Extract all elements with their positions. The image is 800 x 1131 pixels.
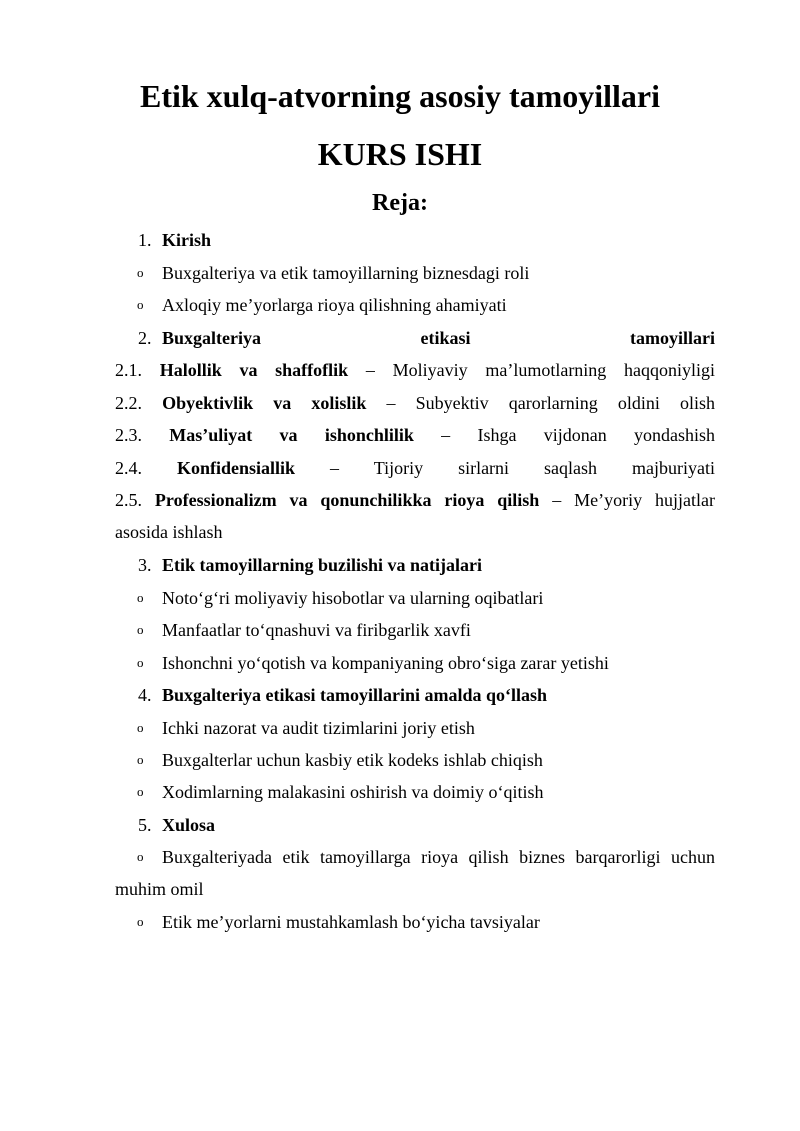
document-title: Etik xulq-atvorning asosiy tamoyillari <box>139 78 661 114</box>
list-item: Etik me’yorlarni mustahkamlash bo‘yicha tavsiyalar <box>162 912 540 932</box>
section-heading: Xulosa <box>162 815 216 835</box>
section-heading: Buxgalteriya etikasi tamoyillari <box>162 328 715 348</box>
subitem-row: 2.2. Obyektivlik va xolislik – Subyektiv qarorlarning oldini olish <box>115 393 715 413</box>
subitem-row: 2.5. Professionalizm va qonunchilikka rioya qilish – Me’yoriy hujjatlar <box>115 490 716 510</box>
section-heading: Buxgalteriya etikasi tamoyillarini amalda qo‘llash <box>162 685 548 705</box>
section-number: 5. <box>138 815 152 835</box>
subitem-row: 2.4. Konfidensiallik – Tijoriy sirlarni saqlash majburiyati <box>115 458 716 478</box>
bullet-marker: o <box>137 622 144 637</box>
plan-heading: Reja: <box>372 190 428 216</box>
list-item: Ishonchni yo‘qotish va kompaniyaning obro‘siga zarar yetishi <box>162 653 609 673</box>
list-item: Buxgalteriya va etik tamoyillarning biznesdagi roli <box>162 263 530 283</box>
bullet-marker: o <box>137 297 144 312</box>
list-item: Xodimlarning malakasini oshirish va doimiy o‘qitish <box>162 782 544 802</box>
bullet-marker: o <box>137 720 144 735</box>
section-number: 1. <box>138 230 152 250</box>
subitem-row: 2.3. Mas’uliyat va ishonchlilik – Ishga vijdonan yondashish <box>115 425 715 445</box>
subitem-continuation: asosida ishlash <box>115 522 223 542</box>
list-item: Axloqiy me’yorlarga rioya qilishning ahamiyati <box>162 295 507 315</box>
section-number: 2. <box>138 328 152 348</box>
list-item: Buxgalterlar uchun kasbiy etik kodeks ishlab chiqish <box>162 750 543 770</box>
bullet-marker: o <box>137 752 144 767</box>
document-subtitle: KURS ISHI <box>317 136 483 172</box>
section-heading: Kirish <box>162 230 212 250</box>
list-item: Noto‘g‘ri moliyaviy hisobotlar va ularning oqibatlari <box>162 588 544 608</box>
list-item-continuation: muhim omil <box>115 879 204 899</box>
bullet-marker: o <box>137 849 144 864</box>
subitem-row: 2.1. Halollik va shaffoflik – Moliyaviy ma’lumotlarning haqqoniyligi <box>115 360 716 380</box>
list-item: Manfaatlar to‘qnashuvi va firibgarlik xavfi <box>162 620 471 640</box>
bullet-marker: o <box>137 590 144 605</box>
section-number: 4. <box>138 685 152 705</box>
section-number: 3. <box>138 555 152 575</box>
section-heading: Etik tamoyillarning buzilishi va natijalari <box>162 555 483 575</box>
bullet-marker: o <box>137 265 144 280</box>
bullet-marker: o <box>137 914 144 929</box>
list-item: Buxgalteriyada etik tamoyillarga rioya qilish biznes barqarorligi uchun <box>162 847 715 867</box>
bullet-marker: o <box>137 655 144 670</box>
bullet-marker: o <box>137 784 144 799</box>
list-item: Ichki nazorat va audit tizimlarini joriy etish <box>162 718 475 738</box>
